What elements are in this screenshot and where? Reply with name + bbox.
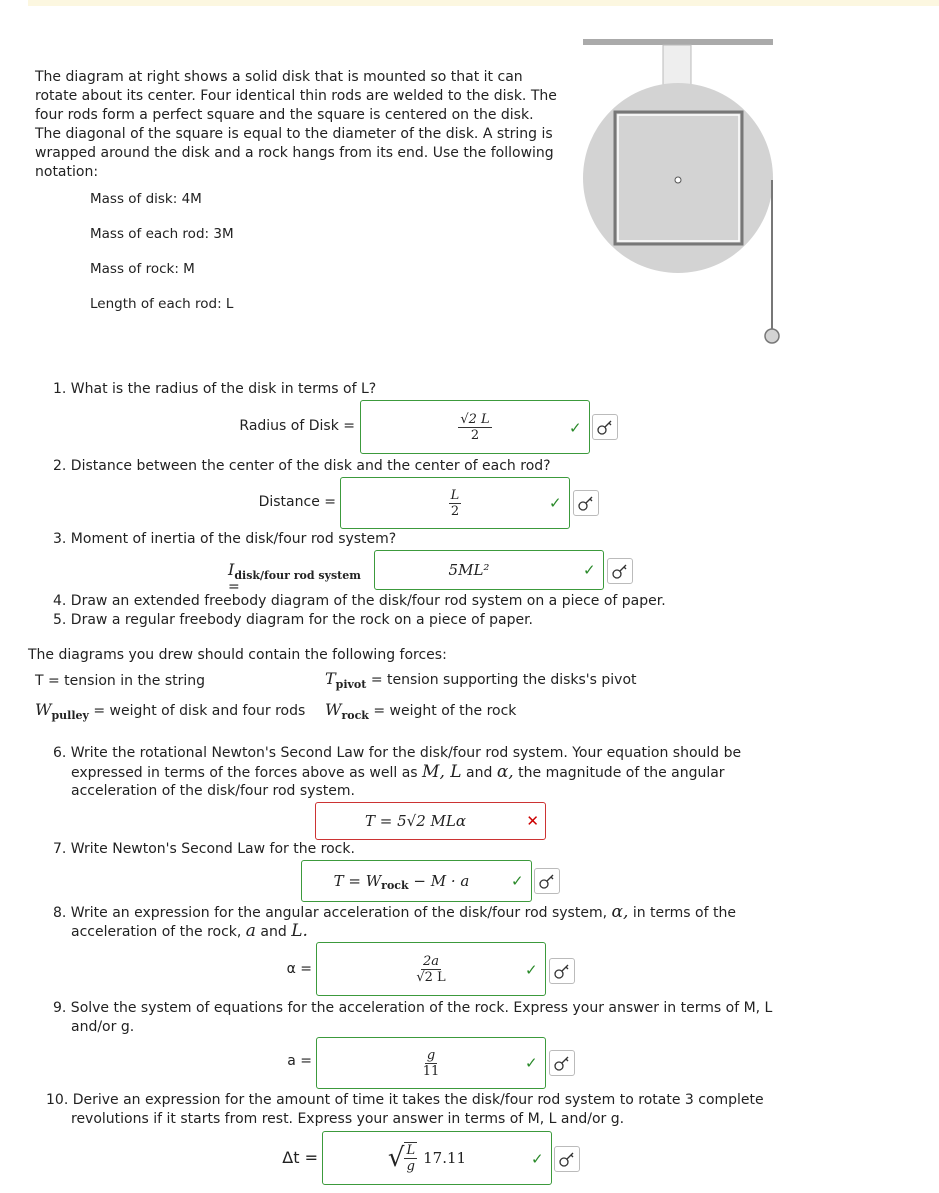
question-6-line1: 6. Write the rotational Newton's Second Law for the disk/four rod system. Your equation should be <box>53 745 742 761</box>
key-icon[interactable] <box>534 868 560 894</box>
key-icon[interactable] <box>549 958 575 984</box>
notation-rod-mass: Mass of each rod: 3M <box>90 226 234 242</box>
correct-check-icon: ✓ <box>569 419 582 437</box>
question-6-line3: acceleration of the disk/four rod system. <box>71 783 355 799</box>
rock <box>765 329 779 343</box>
notation-rod-length: Length of each rod: L <box>90 296 234 312</box>
pivot-support <box>663 45 691 85</box>
alpha-answer-input[interactable] <box>316 942 546 996</box>
correct-check-icon: ✓ <box>525 961 538 979</box>
force-tension-string: T = tension in the string <box>35 673 206 689</box>
key-icon[interactable] <box>592 414 618 440</box>
top-banner <box>28 0 939 6</box>
inertia-answer-input[interactable] <box>374 550 604 590</box>
incorrect-x-icon: ✕ <box>526 812 539 830</box>
acceleration-label: a = <box>287 1053 312 1069</box>
key-icon[interactable] <box>549 1050 575 1076</box>
notation-disk-mass: Mass of disk: 4M <box>90 191 202 207</box>
inertia-label: $I_{disk/four rod system}$ = <box>228 560 361 595</box>
sqrt-icon: √ <box>387 1143 405 1173</box>
key-icon[interactable] <box>573 490 599 516</box>
question-9-line1: 9. Solve the system of equations for the acceleration of the rock. Express your answer in terms of M, L <box>53 1000 773 1016</box>
problem-intro: The diagram at right shows a solid disk that is mounted so that it can rotate about its center. Four identical thin rods are welded to the disk. The four rods form a perfect square and the square is centered on the disk. The diagonal of the square is equal to the diameter of the disk. A string is wrapped around the disk and a rock hangs from its end. Use the following notation: <box>35 69 557 180</box>
time-numerator: L <box>406 1143 416 1158</box>
question-7: 7. Write Newton's Second Law for the rock. <box>53 841 355 857</box>
radius-denominator: 2 <box>470 427 480 443</box>
alpha-label: α = <box>286 961 312 977</box>
radius-answer-input[interactable] <box>360 400 590 454</box>
disk-center <box>675 177 681 183</box>
alpha-numerator: 2a <box>422 953 439 969</box>
notation-rock-mass: Mass of rock: M <box>90 261 195 277</box>
correct-check-icon: ✓ <box>525 1054 538 1072</box>
question-8-line1: 8. Write an expression for the angular acceleration of the disk/four rod system, α, in terms of the <box>53 902 736 922</box>
question-9-line2: and/or g. <box>71 1019 135 1035</box>
correct-check-icon: ✓ <box>583 561 596 579</box>
question-1: 1. What is the radius of the disk in terms of L? <box>53 381 377 397</box>
radius-numerator: √2 L <box>460 411 490 427</box>
acceleration-denominator: 11 <box>422 1063 440 1079</box>
question-10-line2: revolutions if it starts from rest. Express your answer in terms of M, L and/or g. <box>71 1111 625 1127</box>
question-6-line2: expressed in terms of the forces above as well as M, L and α, the magnitude of the angular <box>71 762 725 782</box>
forces-heading: The diagrams you drew should contain the following forces: <box>28 647 447 663</box>
question-10-line1: 10. Derive an expression for the amount of time it takes the disk/four rod system to rotate 3 complete <box>46 1092 764 1108</box>
correct-check-icon: ✓ <box>511 872 524 890</box>
distance-answer-input[interactable] <box>340 477 570 529</box>
force-tension-pivot: $T_{pivot}$ = tension supporting the disks's pivot <box>325 669 637 691</box>
force-weight-rock: $W_{rock}$ = weight of the rock <box>325 700 517 722</box>
correct-check-icon: ✓ <box>549 494 562 512</box>
key-icon[interactable] <box>554 1146 580 1172</box>
force-weight-pulley: $W_{pulley}$ = weight of disk and four rods <box>35 700 306 722</box>
key-icon[interactable] <box>607 558 633 584</box>
distance-numerator: L <box>450 487 460 503</box>
alpha-denominator: √2 L <box>416 969 446 985</box>
question-8-line2: acceleration of the rock, a and L. <box>71 921 308 941</box>
time-answer-value <box>323 1132 551 1184</box>
delta-t-label: Δt = <box>282 1148 318 1167</box>
acceleration-numerator: g <box>426 1047 436 1063</box>
distance-denominator: 2 <box>450 503 460 519</box>
ceiling-bar <box>583 39 773 45</box>
radius-label: Radius of Disk = <box>239 418 355 434</box>
time-denominator: g <box>406 1159 415 1174</box>
newton-rock-answer-value: T = W rock − M · a <box>333 872 470 892</box>
question-5: 5. Draw a regular freebody diagram for the rock on a piece of paper. <box>53 612 533 628</box>
newton-rotational-answer-value: T = 5√2 MLα <box>365 812 466 830</box>
question-4: 4. Draw an extended freebody diagram of the disk/four rod system on a piece of paper. <box>53 593 666 609</box>
question-2: 2. Distance between the center of the disk and the center of each rod? <box>53 458 551 474</box>
newton-rotational-answer-input[interactable] <box>315 802 546 840</box>
time-coefficient: 17.11 <box>423 1149 467 1167</box>
newton-rock-answer-input[interactable] <box>301 860 532 902</box>
acceleration-answer-input[interactable] <box>316 1037 546 1089</box>
disk-diagram <box>570 30 790 350</box>
question-3: 3. Moment of inertia of the disk/four rod system? <box>53 531 397 547</box>
distance-label: Distance = <box>258 494 336 510</box>
correct-check-icon: ✓ <box>531 1150 544 1168</box>
inertia-answer-value: 5ML² <box>448 561 490 579</box>
time-answer-input[interactable] <box>322 1131 552 1185</box>
